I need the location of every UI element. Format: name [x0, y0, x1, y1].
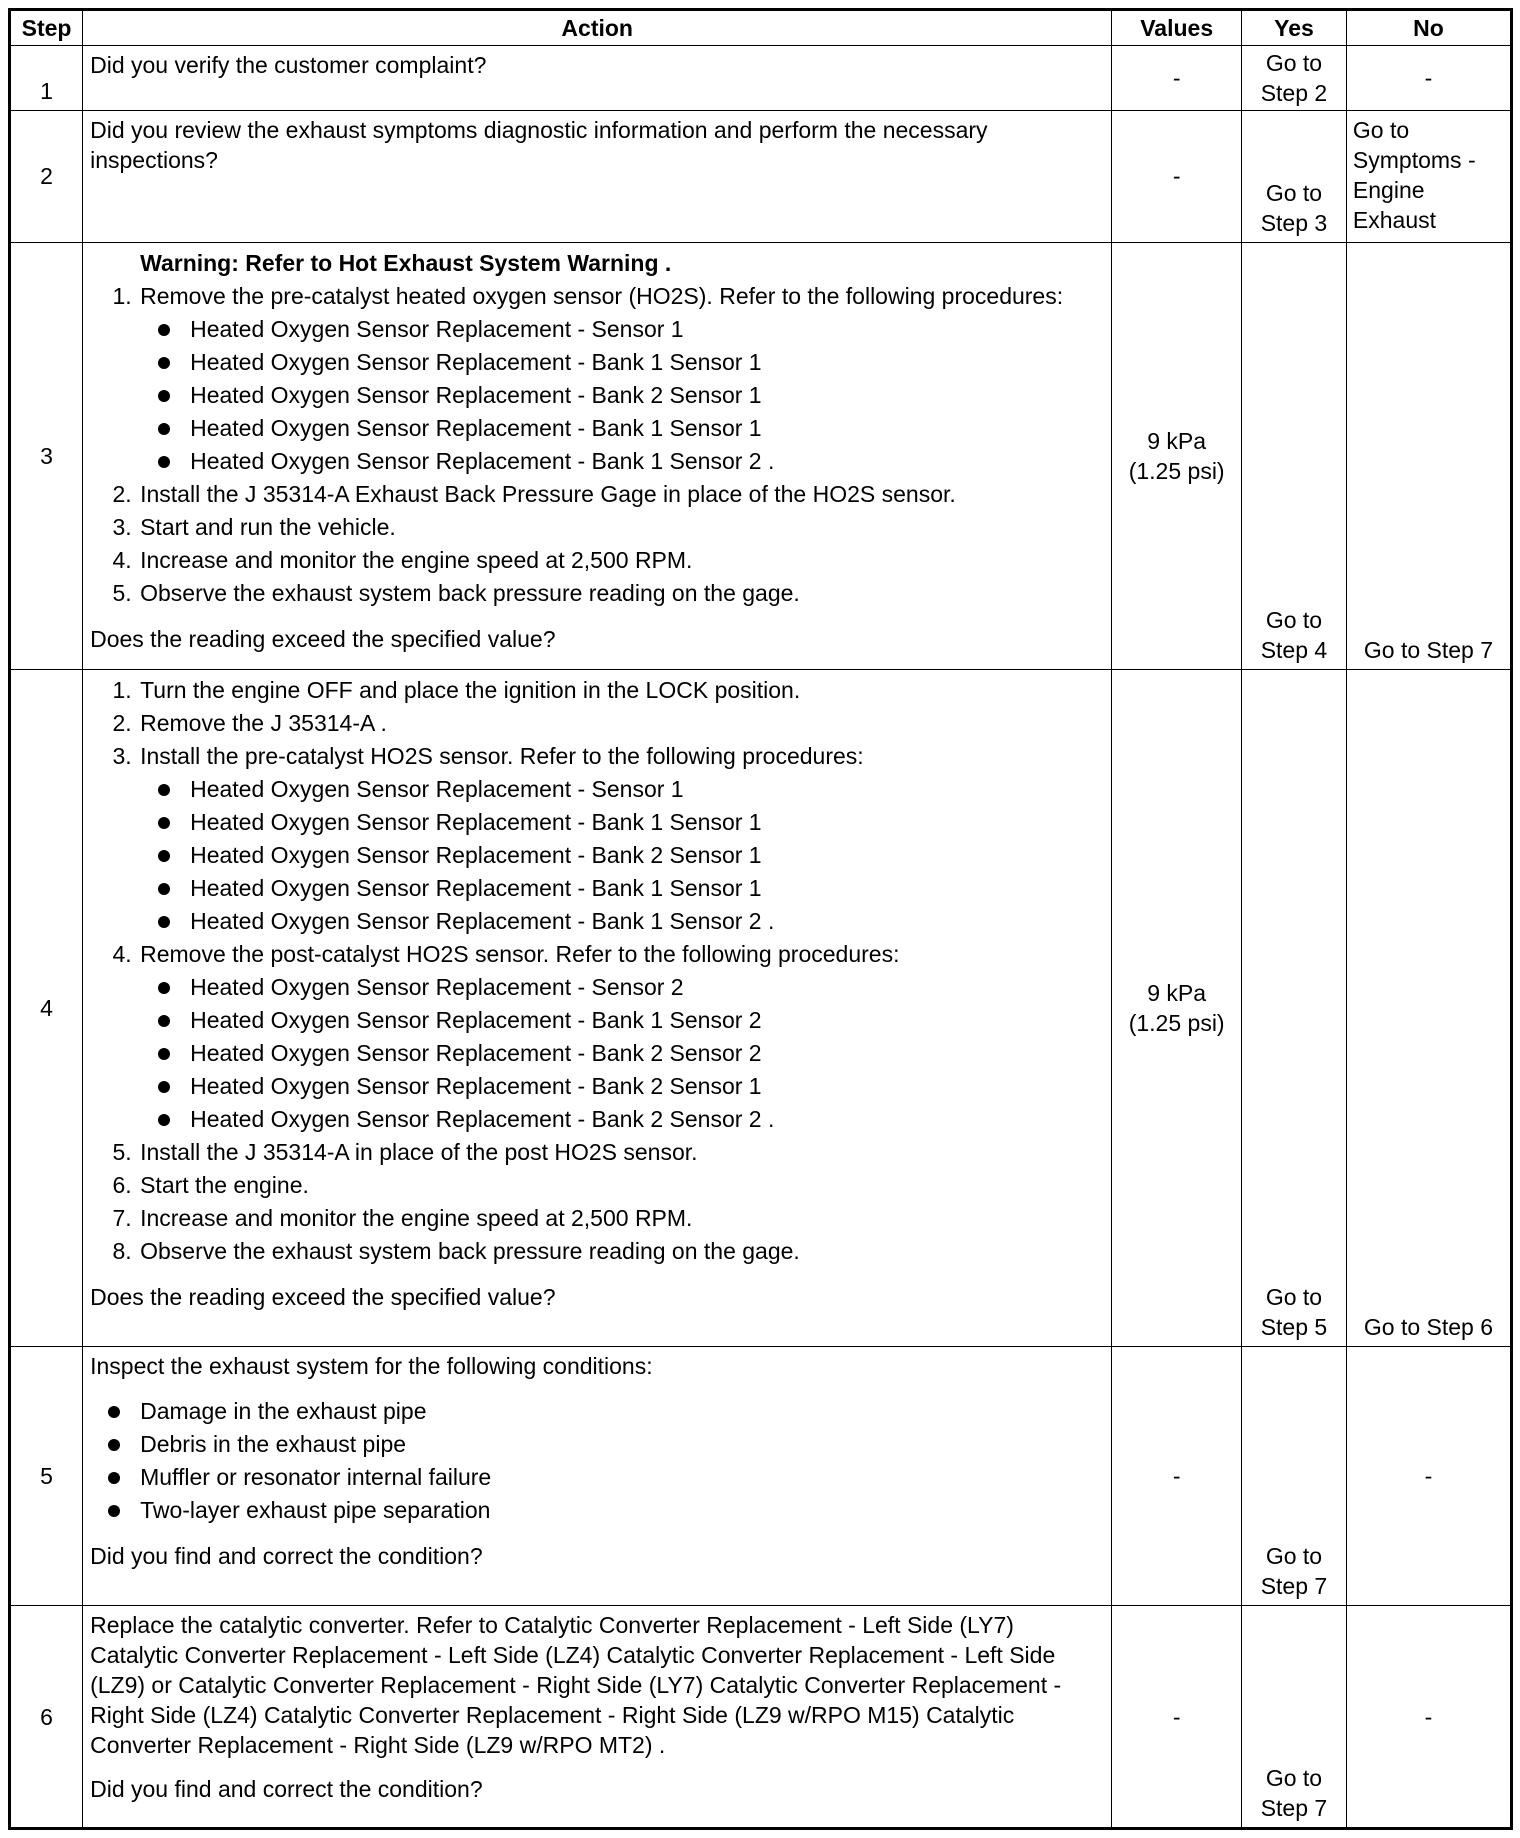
- procedure-list: [90, 674, 1105, 1268]
- list-item: Heated Oxygen Sensor Replacement - Bank 2 Sensor 2 .: [190, 1103, 1105, 1136]
- value-psi: (1.25 psi): [1128, 1010, 1225, 1037]
- step-number: 4: [10, 670, 83, 1347]
- list-item: 2. Install the J 35314-A Exhaust Back Pressure Gage in place of the HO2S sensor.: [138, 478, 1105, 511]
- values-cell: [1112, 243, 1242, 670]
- list-item: Muffler or resonator internal failure: [140, 1461, 1105, 1494]
- action-cell: [83, 1606, 1112, 1829]
- list-item: Debris in the exhaust pipe: [140, 1428, 1105, 1461]
- values-cell: -: [1112, 46, 1242, 111]
- table-row: [10, 1347, 1512, 1606]
- intro-text: Inspect the exhaust system for the following conditions:: [90, 1353, 653, 1380]
- list-item: 1. Turn the engine OFF and place the ignition in the LOCK position.: [138, 674, 1105, 707]
- list-item: Heated Oxygen Sensor Replacement - Sensor 1: [190, 313, 1105, 346]
- values-cell: -: [1112, 110, 1242, 242]
- value-kpa: 9 kPa: [1147, 428, 1207, 455]
- yes-cell: Go to Step 5: [1242, 670, 1347, 1347]
- question-text: Does the reading exceed the specified value?: [90, 626, 556, 653]
- list-item: Two-layer exhaust pipe separation: [140, 1494, 1105, 1527]
- list-item: Damage in the exhaust pipe: [140, 1395, 1105, 1428]
- header-step: Step: [10, 10, 83, 46]
- list-item: Heated Oxygen Sensor Replacement - Bank 1 Sensor 1: [190, 872, 1105, 905]
- warning-text: Warning: Refer to Hot Exhaust System Warning .: [140, 250, 672, 277]
- table-row: [10, 670, 1512, 1347]
- action-cell: [83, 243, 1112, 670]
- list-item: Heated Oxygen Sensor Replacement - Bank 1 Sensor 1: [190, 806, 1105, 839]
- list-item: 6. Start the engine.: [138, 1169, 1105, 1202]
- header-row: [10, 10, 1512, 46]
- question-text: Did you find and correct the condition?: [90, 1543, 483, 1570]
- list-item: [138, 280, 1105, 478]
- table-row: [10, 46, 1512, 111]
- action-cell: [83, 1347, 1112, 1606]
- list-item: Heated Oxygen Sensor Replacement - Sensor 1: [190, 773, 1105, 806]
- yes-cell: Go to Step 7: [1242, 1606, 1347, 1829]
- list-item: 5. Install the J 35314-A in place of the post HO2S sensor.: [138, 1136, 1105, 1169]
- list-item: Heated Oxygen Sensor Replacement - Bank 2 Sensor 1: [190, 839, 1105, 872]
- no-cell: Go to Symptoms - Engine Exhaust: [1346, 110, 1511, 242]
- no-cell: -: [1346, 1347, 1511, 1606]
- bullet-list: [140, 313, 1105, 478]
- diagnostic-table: [8, 8, 1513, 1830]
- question-text: Did you find and correct the condition?: [90, 1776, 483, 1803]
- list-item: [138, 938, 1105, 1136]
- yes-cell: Go to Step 4: [1242, 243, 1347, 670]
- values-cell: [1112, 670, 1242, 1347]
- value-psi: (1.25 psi): [1128, 458, 1225, 485]
- list-item: Heated Oxygen Sensor Replacement - Sensor 2: [190, 971, 1105, 1004]
- list-item: 7. Increase and monitor the engine speed at 2,500 RPM.: [138, 1202, 1105, 1235]
- bullet-list: [140, 971, 1105, 1136]
- no-cell: -: [1346, 1606, 1511, 1829]
- step-number: 6: [10, 1606, 83, 1829]
- list-item: Heated Oxygen Sensor Replacement - Bank 2 Sensor 1: [190, 1070, 1105, 1103]
- bullet-list: [140, 773, 1105, 938]
- list-item: 3. Start and run the vehicle.: [138, 511, 1105, 544]
- action-text: Did you review the exhaust symptoms diagnostic information and perform the necessary inspections?: [90, 116, 988, 173]
- values-cell: -: [1112, 1347, 1242, 1606]
- list-item: Heated Oxygen Sensor Replacement - Bank 1 Sensor 1: [190, 346, 1105, 379]
- action-cell: [83, 46, 1112, 111]
- header-no: No: [1346, 10, 1511, 46]
- list-item: 4. Increase and monitor the engine speed at 2,500 RPM.: [138, 544, 1105, 577]
- list-item: Heated Oxygen Sensor Replacement - Bank 1 Sensor 2: [190, 1004, 1105, 1037]
- list-item: Heated Oxygen Sensor Replacement - Bank 1 Sensor 2 .: [190, 445, 1105, 478]
- no-cell: Go to Step 7: [1346, 243, 1511, 670]
- action-cell: [83, 110, 1112, 242]
- step-number: 5: [10, 1347, 83, 1606]
- action-text: Did you verify the customer complaint?: [90, 52, 487, 78]
- list-item: 8. Observe the exhaust system back pressure reading on the gage.: [138, 1235, 1105, 1268]
- header-values: Values: [1112, 10, 1242, 46]
- header-yes: Yes: [1242, 10, 1347, 46]
- value-kpa: 9 kPa: [1147, 980, 1207, 1007]
- no-cell: -: [1346, 46, 1511, 111]
- step-text: Remove the pre-catalyst heated oxygen sensor (HO2S). Refer to the following procedures:: [140, 283, 1064, 310]
- action-text: Replace the catalytic converter. Refer to Catalytic Converter Replacement - Left Side (LY7) Catalytic Converter Replacement - Left Side (LZ4) Catalytic Converter Replacement - Left Side (LZ9) or Catalytic Converter Replacement - Right Side (LY7) Catalytic Converter Replacement - Right Side (LZ4) Catalytic Converter Replacement - Right Side (LZ9 w/RPO M15) Catalytic Converter Replacement - Right Side (LZ9 w/RPO MT2) .: [90, 1612, 1062, 1759]
- list-item: 5. Observe the exhaust system back pressure reading on the gage.: [138, 577, 1105, 610]
- step-number: 2: [10, 110, 83, 242]
- table-row: [10, 243, 1512, 670]
- step-text: Install the pre-catalyst HO2S sensor. Refer to the following procedures:: [140, 743, 864, 770]
- step-number: 1: [10, 46, 83, 111]
- list-item: Heated Oxygen Sensor Replacement - Bank 1 Sensor 1: [190, 412, 1105, 445]
- list-item: Heated Oxygen Sensor Replacement - Bank 2 Sensor 2: [190, 1037, 1105, 1070]
- question-text: Does the reading exceed the specified value?: [90, 1284, 556, 1311]
- yes-cell: Go to Step 3: [1242, 110, 1347, 242]
- action-cell: [83, 670, 1112, 1347]
- header-action: Action: [83, 10, 1112, 46]
- bullet-list: [90, 1395, 1105, 1527]
- table-row: [10, 110, 1512, 242]
- list-item: 2. Remove the J 35314-A .: [138, 707, 1105, 740]
- yes-cell: Go to Step 7: [1242, 1347, 1347, 1606]
- values-cell: -: [1112, 1606, 1242, 1829]
- step-number: 3: [10, 243, 83, 670]
- table-row: [10, 1606, 1512, 1829]
- no-cell: Go to Step 6: [1346, 670, 1511, 1347]
- list-item: Heated Oxygen Sensor Replacement - Bank 2 Sensor 1: [190, 379, 1105, 412]
- step-text: Remove the post-catalyst HO2S sensor. Refer to the following procedures:: [140, 941, 900, 968]
- list-item: Heated Oxygen Sensor Replacement - Bank 1 Sensor 2 .: [190, 905, 1105, 938]
- procedure-list: [90, 280, 1105, 610]
- list-item: [138, 740, 1105, 938]
- yes-cell: Go to Step 2: [1242, 46, 1347, 111]
